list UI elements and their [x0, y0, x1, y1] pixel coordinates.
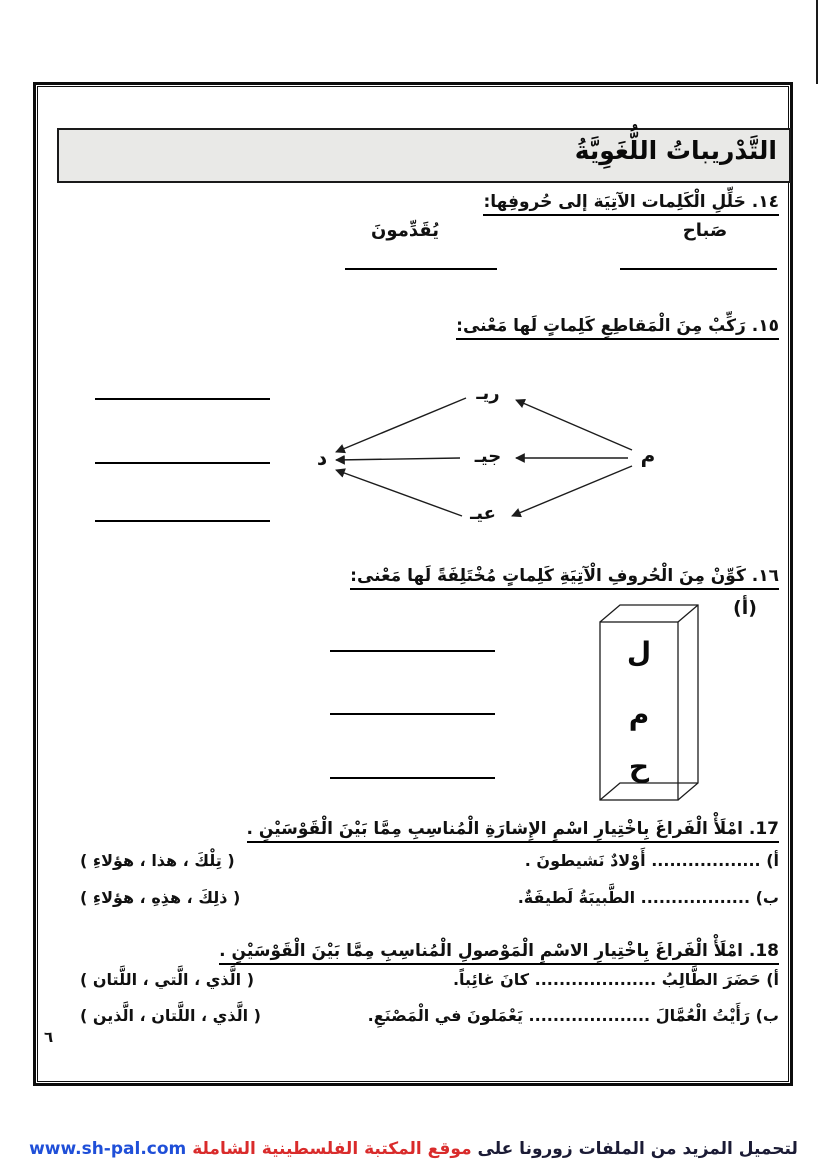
diagram-node-ji: جيـ: [474, 446, 502, 467]
q18-heading: [219, 941, 779, 961]
q14-heading-text: ١٤. حَلِّلِ الْكَلِمات الآتِيَة إلى حُروفِها:: [483, 192, 779, 216]
q18-item-b-options: ( الَّذي ، اللَّتان ، الَّذين ): [80, 1006, 261, 1025]
answer-blank: [330, 713, 495, 715]
answer-blank: [330, 650, 495, 652]
page-number: ٦: [44, 1028, 54, 1046]
diagram-node-dal: د: [316, 446, 328, 470]
syllable-diagram: [80, 370, 680, 540]
title-box: [57, 128, 791, 183]
q18-item-b-sentence: ب) رَأَيْتُ الْعُمَّالَ .................... يَعْمَلونَ في الْمَصْنَعِ.: [367, 1006, 779, 1025]
q14-word-yuqaddimun: يُقَدِّمونَ: [371, 220, 439, 241]
q17-heading: [247, 819, 779, 839]
q18-item-a-sentence: أ) حَضَرَ الطَّالِبُ .................... كانَ غائِباً.: [452, 970, 779, 989]
q18-heading-text: 18. امْلَأْ الْفَراغَ بِاخْتِيارِ الاسْمِ الْمَوْصولِ الْمُناسِبِ مِمَّا بَيْنَ الْقَوْسَيْنِ .: [219, 941, 779, 965]
answer-blank: [95, 462, 270, 464]
scan-edge-artifact: [816, 0, 818, 84]
q17-item-b-sentence: ب) .................. الطَّبيبَةُ لَطيفَةٌ.: [517, 888, 779, 907]
diagram-node-ri: ريـ: [476, 383, 500, 404]
q17-item-a-options: ( تِلْكَ ، هذا ، هؤلاءِ ): [80, 851, 235, 870]
q14-word-sabah: صَباح: [682, 220, 728, 241]
answer-blank: [95, 520, 270, 522]
footer-banner: [0, 1139, 827, 1159]
box-letter-lam: ل: [626, 636, 652, 669]
page-title: التَّدْريباتُ اللُّغَوِيَّةُ: [574, 136, 777, 165]
q15-heading: [456, 316, 779, 336]
q16-heading-text: ١٦. كَوِّنْ مِنَ الْحُروفِ الْآتِيَةِ كَلِماتٍ مُخْتَلِفَةً لَها مَعْنى:: [350, 566, 779, 590]
box-letter-hha: ح: [628, 750, 650, 783]
diagram-node-ai: عيـ: [470, 503, 496, 524]
q17-item-a-sentence: أ) .................. أَوْلادٌ نَشيطونَ .: [524, 851, 779, 870]
box-top-right-edge: [678, 605, 698, 622]
q16-part-a-label: (أ): [733, 597, 757, 619]
letters-box-3d: [595, 600, 707, 810]
footer-text-dark: لتحميل المزيد من الملفات زورونا على: [477, 1139, 798, 1159]
answer-blank: [330, 777, 495, 779]
q18-item-a-options: ( الَّذي ، الَّتي ، اللَّتان ): [80, 970, 255, 989]
q15-heading-text: ١٥. رَكِّبْ مِنَ الْمَقاطِعِ كَلِماتٍ لَها مَعْنى:: [456, 316, 779, 340]
box-bottom-edges: [600, 783, 698, 800]
box-letter-meem: م: [628, 698, 650, 731]
q16-heading: [350, 566, 779, 586]
footer-url-link[interactable]: www.sh-pal.com: [29, 1139, 187, 1159]
q17-item-b-options: ( ذلِكَ ، هذِهِ ، هؤلاءِ ): [80, 888, 241, 907]
q14-heading: [483, 192, 779, 212]
answer-blank: [95, 398, 270, 400]
answer-blank: [620, 268, 777, 270]
q17-heading-text: 17. امْلَأْ الْفَراغَ بِاخْتِيارِ اسْمِ الإِشارَةِ الْمُناسِبِ مِمَّا بَيْنَ الْقَوْسَيْنِ .: [247, 819, 779, 843]
answer-blank: [345, 268, 497, 270]
footer-site-name: موقع المكتبة الفلسطينية الشاملة: [192, 1139, 472, 1159]
diagram-node-meem: م: [640, 443, 656, 467]
